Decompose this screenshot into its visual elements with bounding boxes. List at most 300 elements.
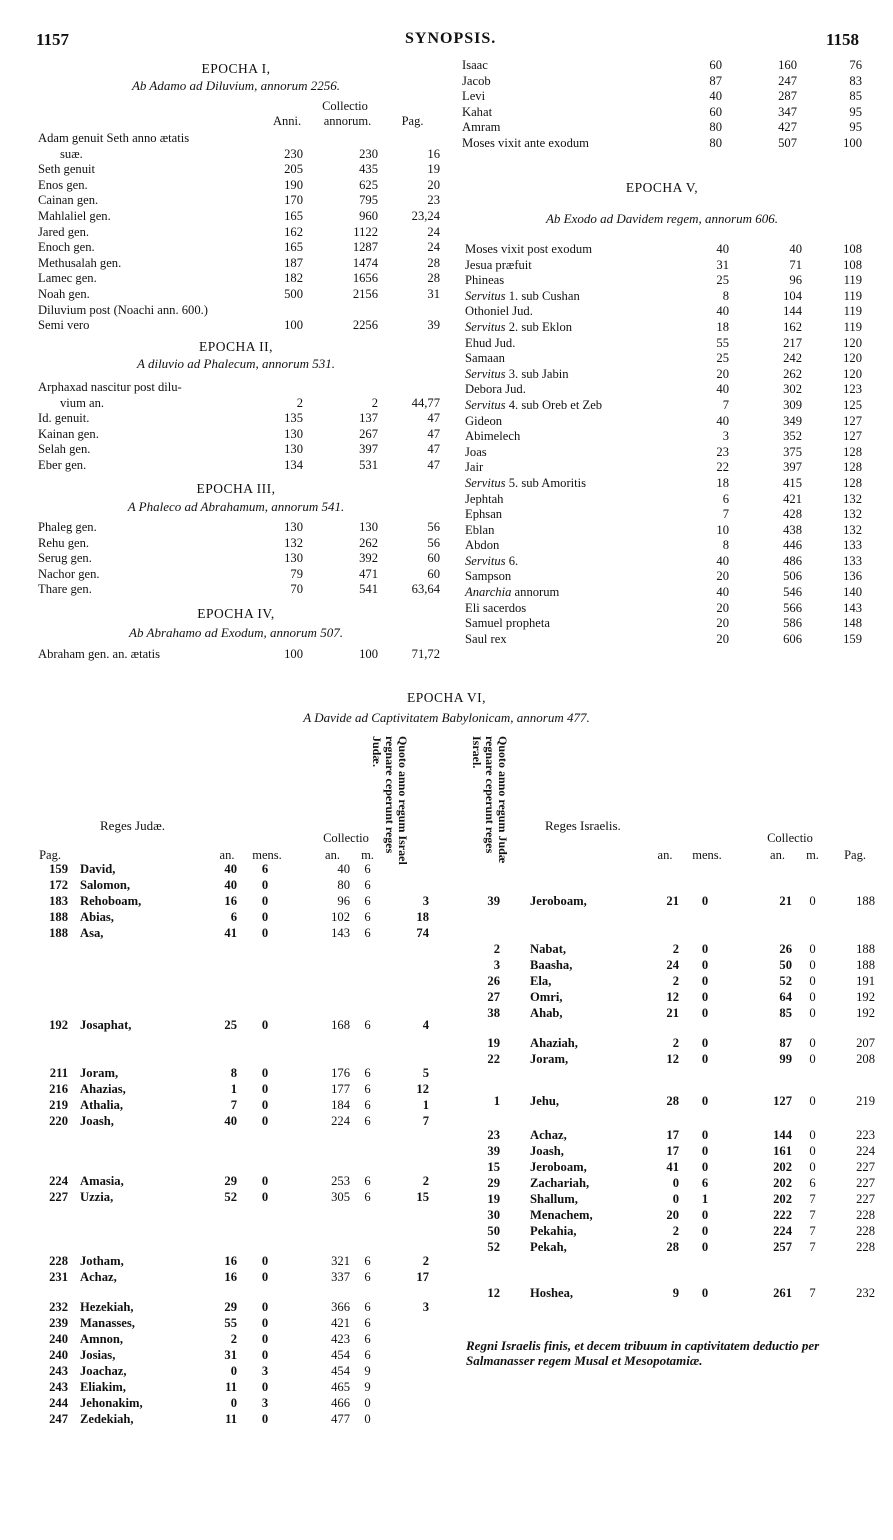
reges-judae-title: Reges Judæ. xyxy=(100,818,165,833)
row-pag: 95 xyxy=(849,120,862,135)
judae-row-name: Jehonakim, xyxy=(80,1396,143,1410)
row-pag: 127 xyxy=(843,413,862,428)
israel-row-name: Joram, xyxy=(530,1052,569,1066)
row-anni: 230 xyxy=(284,146,303,161)
judae-row-mens: 0 xyxy=(261,1066,269,1080)
israel-row-an: 17 xyxy=(666,1144,679,1158)
judae-row-collectio-m: 9 xyxy=(364,1380,371,1394)
israel-row-mens: 0 xyxy=(701,1286,709,1300)
judae-row-quoto: 7 xyxy=(422,1114,429,1128)
judae-row-name: Amnon, xyxy=(80,1332,124,1346)
row-collectio: 352 xyxy=(783,429,802,444)
judae-row-an: 11 xyxy=(225,1380,237,1394)
table-row xyxy=(450,942,893,958)
row-name-text: 6. xyxy=(505,553,519,568)
row-collectio: 2 xyxy=(371,395,378,410)
judae-row-collectio-m: 6 xyxy=(364,1254,371,1268)
row-pag: 136 xyxy=(843,569,862,584)
row-pag: 85 xyxy=(849,89,862,104)
row-pag: 19 xyxy=(427,162,440,177)
row-pag: 76 xyxy=(849,58,862,72)
israel-row-collectio-m: 7 xyxy=(809,1286,816,1300)
epocha-4-title: EPOCHA IV, xyxy=(197,606,275,621)
judae-row-an: 40 xyxy=(224,862,237,876)
row-pag: 143 xyxy=(843,600,862,615)
israel-row-collectio-m: 0 xyxy=(809,958,816,972)
judae-row-quoto: 15 xyxy=(416,1190,429,1204)
judae-row-collectio-m: 0 xyxy=(364,1412,371,1426)
judae-row-mens: 0 xyxy=(261,1270,269,1284)
row-anni: 87 xyxy=(709,73,722,88)
row-name: Gideon xyxy=(465,413,503,428)
row-name: Jared gen. xyxy=(38,224,90,239)
row-collectio: 606 xyxy=(783,631,802,646)
israel-row-collectio-m: 0 xyxy=(809,1052,816,1066)
row-pag: 159 xyxy=(843,631,862,646)
row-anni: 132 xyxy=(284,535,303,550)
judae-row-mens: 0 xyxy=(261,1098,269,1112)
israel-row-an: 24 xyxy=(666,958,679,972)
row-name: suæ. xyxy=(60,146,83,161)
israel-row-an: 41 xyxy=(666,1160,679,1174)
row-name: Seth genuit xyxy=(38,162,96,177)
israel-row-collectio-an: 87 xyxy=(779,1036,792,1050)
judae-row-collectio-m: 6 xyxy=(364,910,371,924)
col-collectio: Collectio xyxy=(322,99,368,113)
row-anni: 60 xyxy=(709,104,722,119)
judae-row-collectio-an: 465 xyxy=(331,1380,350,1394)
row-name: Rehu gen. xyxy=(38,535,90,550)
row-name: Phineas xyxy=(465,273,505,288)
israel-row-mens: 0 xyxy=(701,958,709,972)
judae-row-name: Zedekiah, xyxy=(80,1412,134,1426)
row-name: Noah gen. xyxy=(38,286,90,301)
judae-row-collectio-an: 177 xyxy=(331,1082,350,1096)
row-anni: 20 xyxy=(716,616,729,631)
row-name-italic: Anarchia xyxy=(465,585,512,600)
row-anni: 130 xyxy=(284,520,303,534)
row-anni: 2 xyxy=(296,395,303,410)
row-name: Saul rex xyxy=(465,631,507,646)
row-pag: 47 xyxy=(427,426,440,441)
table-row xyxy=(0,1300,450,1316)
judae-row-pag: 172 xyxy=(49,878,68,892)
row-anni: 80 xyxy=(709,135,722,150)
israel-row-pag: 188 xyxy=(856,958,875,972)
row-pag: 108 xyxy=(843,242,862,256)
israel-row-mens: 0 xyxy=(701,990,709,1004)
israel-row-an: 21 xyxy=(666,894,679,908)
row-anni: 55 xyxy=(716,335,729,350)
row-pag: 119 xyxy=(843,288,862,303)
judae-row-pag: 243 xyxy=(49,1364,68,1378)
israel-row-name: Nabat, xyxy=(530,942,567,956)
row-name: Moses vixit ante exodum xyxy=(462,135,589,150)
judae-row-name: Salomon, xyxy=(80,878,131,892)
row-pag: 60 xyxy=(427,551,440,566)
judae-row-mens: 0 xyxy=(261,1380,269,1394)
row-pag: 20 xyxy=(427,177,440,192)
judae-row-name: Amasia, xyxy=(80,1174,124,1188)
israel-row-pag: 223 xyxy=(856,1128,875,1142)
row-name: Abraham gen. an. ætatis xyxy=(38,647,161,661)
row-name-italic: Servitus xyxy=(465,475,506,490)
israel-row-name: Omri, xyxy=(530,990,563,1004)
row-collectio: 586 xyxy=(783,616,802,631)
israel-row-collectio-m: 0 xyxy=(809,1160,816,1174)
judae-row-name: Abias, xyxy=(80,910,114,924)
israel-row-collectio-an: 261 xyxy=(773,1286,792,1300)
row-anni: 25 xyxy=(716,273,729,288)
judae-row-collectio-m: 6 xyxy=(364,862,371,876)
row-anni: 18 xyxy=(716,475,729,490)
row-pag: 23,24 xyxy=(411,208,440,223)
row-pag: 120 xyxy=(843,351,862,366)
israel-row-mens: 6 xyxy=(701,1176,709,1190)
israel-row-pag: 191 xyxy=(856,974,875,988)
row-collectio: 541 xyxy=(359,582,378,597)
israel-row-an: 12 xyxy=(666,990,679,1004)
judae-row-collectio-m: 6 xyxy=(364,1332,371,1346)
israel-row-pag: 228 xyxy=(856,1208,875,1222)
row-collectio: 397 xyxy=(783,460,802,475)
row-collectio: 446 xyxy=(783,538,802,553)
row-anni: 170 xyxy=(284,193,303,208)
table-row xyxy=(450,1094,893,1110)
israel-row-an: 0 xyxy=(672,1192,679,1206)
epocha-5-subtitle: Ab Exodo ad Davidem regem, annorum 606. xyxy=(545,211,779,226)
israel-row-pag: 188 xyxy=(856,942,875,956)
row-name: Joas xyxy=(465,444,487,459)
judae-row-mens: 0 xyxy=(261,1300,269,1314)
judae-row-name: Achaz, xyxy=(80,1270,117,1284)
judae-row-an: 7 xyxy=(230,1098,237,1112)
row-anni: 20 xyxy=(716,366,729,381)
judae-row-collectio-m: 0 xyxy=(364,1396,371,1410)
israel-row-collectio-m: 7 xyxy=(809,1240,816,1254)
epocha-3-subtitle: A Phaleco ad Abrahamum, annorum 541. xyxy=(127,499,345,514)
israel-row-collectio-m: 0 xyxy=(809,974,816,988)
table-row xyxy=(0,1254,450,1270)
row-anni: 70 xyxy=(290,582,303,597)
row-name: Jair xyxy=(465,460,484,475)
epocha-6-title: EPOCHA VI, xyxy=(406,690,486,705)
col-anni: Anni. xyxy=(272,114,302,128)
israel-row-collectio-m: 0 xyxy=(809,894,816,908)
row-collectio: 1474 xyxy=(352,255,378,270)
israel-row-pag: 232 xyxy=(856,1286,875,1300)
table-row xyxy=(450,990,893,1006)
israel-row-quoto: 2 xyxy=(493,942,500,956)
israel-row-pag: 192 xyxy=(856,1006,875,1020)
row-collectio: 267 xyxy=(359,426,378,441)
judae-row-collectio-an: 421 xyxy=(331,1316,350,1330)
judae-row-name: Uzzia, xyxy=(80,1190,114,1204)
judae-row-collectio-m: 6 xyxy=(364,1018,371,1032)
table-row xyxy=(0,878,450,894)
judae-row-quoto: 3 xyxy=(422,1300,429,1314)
row-collectio: 309 xyxy=(783,397,802,412)
israel-row-name: Pekah, xyxy=(530,1240,567,1254)
table-row xyxy=(0,1380,450,1396)
row-pag: 108 xyxy=(843,257,862,272)
table-row xyxy=(0,1174,450,1190)
row-collectio: 262 xyxy=(783,366,802,381)
judae-row-pag: 232 xyxy=(49,1300,68,1314)
row-pag: 100 xyxy=(843,135,862,150)
row-name-italic: Servitus xyxy=(465,319,506,334)
israel-row-name: Jeroboam, xyxy=(530,1160,587,1174)
israel-row-pag: 227 xyxy=(856,1176,875,1190)
col-pag: Pag. xyxy=(401,114,424,128)
row-pag: 56 xyxy=(427,520,440,534)
table-row xyxy=(450,1036,893,1052)
israel-row-an: 2 xyxy=(672,942,679,956)
row-anni: 20 xyxy=(716,631,729,646)
table-row xyxy=(450,1176,893,1192)
israel-row-collectio-an: 257 xyxy=(773,1240,792,1254)
judae-row-an: 40 xyxy=(224,1114,237,1128)
judae-row-pag: 240 xyxy=(49,1348,68,1362)
israel-row-an: 20 xyxy=(666,1208,679,1222)
israel-row-pag: 227 xyxy=(856,1192,875,1206)
judae-row-name: Josaphat, xyxy=(80,1018,132,1032)
judae-row-collectio-an: 454 xyxy=(331,1348,350,1362)
row-name: Nachor gen. xyxy=(38,566,100,581)
israel-row-collectio-m: 7 xyxy=(809,1192,816,1206)
row-name: Samaan xyxy=(465,351,505,366)
israel-row-pag: 208 xyxy=(856,1052,875,1066)
judae-row-an: 29 xyxy=(224,1174,237,1188)
judae-row-name: Eliakim, xyxy=(80,1380,126,1394)
judae-row-pag: 192 xyxy=(49,1018,68,1032)
judae-row-collectio-an: 466 xyxy=(331,1396,350,1410)
judae-row-pag: 188 xyxy=(49,926,68,940)
row-collectio: 242 xyxy=(783,351,802,366)
judae-row-pag: 227 xyxy=(49,1190,68,1204)
table-row xyxy=(0,1190,450,1206)
judae-row-mens: 3 xyxy=(261,1396,269,1410)
row-name-text: 3. sub Jabin xyxy=(505,366,569,381)
judae-row-mens: 0 xyxy=(261,1114,269,1128)
judae-row-collectio-an: 184 xyxy=(331,1098,350,1112)
row-collectio: 302 xyxy=(783,382,802,397)
row-name: Enos gen. xyxy=(38,177,88,192)
row-name: Jacob xyxy=(462,73,491,88)
israel-row-pag: 228 xyxy=(856,1224,875,1238)
judae-row-an: 55 xyxy=(224,1316,237,1330)
row-collectio: 130 xyxy=(359,520,378,534)
judae-row-quoto: 3 xyxy=(422,894,429,908)
row-anni: 40 xyxy=(716,413,729,428)
judae-row-an: 8 xyxy=(230,1066,237,1080)
judae-row-name: Ahazias, xyxy=(80,1082,126,1096)
row-anni: 40 xyxy=(716,242,729,256)
israel-row-mens: 0 xyxy=(701,1160,709,1174)
col-annorum: annorum. xyxy=(323,114,372,128)
israel-row-collectio-an: 99 xyxy=(779,1052,792,1066)
judae-row-collectio-m: 6 xyxy=(364,878,371,892)
judae-row-pag: 220 xyxy=(49,1114,68,1128)
judae-row-collectio-an: 40 xyxy=(337,862,350,876)
judae-row-pag: 188 xyxy=(49,910,68,924)
table-row xyxy=(450,1006,893,1022)
row-collectio: 960 xyxy=(359,208,378,223)
judae-row-an: 16 xyxy=(224,1254,237,1268)
israel-row-name: Ahab, xyxy=(530,1006,563,1020)
row-anni: 130 xyxy=(284,426,303,441)
table-row xyxy=(450,1286,893,1302)
israel-row-quoto: 29 xyxy=(487,1176,500,1190)
epocha-2-subtitle: A diluvio ad Phalecum, annorum 531. xyxy=(137,356,335,371)
israel-row-an: 2 xyxy=(672,1224,679,1238)
row-name: Serug gen. xyxy=(38,551,92,566)
row-collectio: 625 xyxy=(359,177,378,192)
table-row xyxy=(0,910,450,926)
israel-row-collectio-m: 0 xyxy=(809,1128,816,1142)
israel-row-an: 2 xyxy=(672,1036,679,1050)
judae-row-quoto: 4 xyxy=(422,1018,429,1032)
israel-row-an: 17 xyxy=(666,1128,679,1142)
row-pag: 128 xyxy=(843,444,862,459)
judae-row-pag: 243 xyxy=(49,1380,68,1394)
israel-row-collectio-m: 0 xyxy=(809,1094,816,1108)
israel-row-collectio-an: 64 xyxy=(779,990,792,1004)
judae-row-collectio-an: 305 xyxy=(331,1190,350,1204)
row-pag: 123 xyxy=(843,382,862,397)
israel-row-quoto: 50 xyxy=(487,1224,500,1238)
row-name: Lamec gen. xyxy=(38,271,97,286)
row-name: Kainan gen. xyxy=(38,426,99,441)
judae-row-mens: 0 xyxy=(261,894,269,908)
israel-row-collectio-m: 0 xyxy=(809,1036,816,1050)
row-anni: 3 xyxy=(722,429,729,444)
judae-row-pag: 240 xyxy=(49,1332,68,1346)
row-collectio: 137 xyxy=(359,411,378,426)
judae-row-collectio-an: 224 xyxy=(331,1114,350,1128)
row-pag: 119 xyxy=(843,273,862,288)
israel-row-collectio-an: 222 xyxy=(773,1208,792,1222)
row-pag: 119 xyxy=(843,304,862,319)
row-collectio: 96 xyxy=(789,273,802,288)
judae-row-name: Rehoboam, xyxy=(80,894,142,908)
table-row xyxy=(450,1128,893,1144)
israel-row-collectio-an: 161 xyxy=(773,1144,792,1158)
judae-row-quoto: 2 xyxy=(422,1174,429,1188)
row-pag: 83 xyxy=(849,73,862,88)
israel-row-quoto: 1 xyxy=(493,1094,500,1108)
judae-row-an: 31 xyxy=(224,1348,237,1362)
israel-row-name: Zachariah, xyxy=(530,1176,590,1190)
judae-row-pag: 216 xyxy=(49,1082,68,1096)
judae-row-collectio-m: 6 xyxy=(364,1316,371,1330)
judae-row-name: Josias, xyxy=(80,1348,116,1362)
row-anni: 60 xyxy=(709,58,722,72)
judae-row-collectio-an: 102 xyxy=(331,910,350,924)
judae-row-collectio-an: 366 xyxy=(331,1300,350,1314)
israel-row-pag: 219 xyxy=(856,1094,875,1108)
judae-row-mens: 3 xyxy=(261,1364,269,1378)
judae-row-collectio-m: 6 xyxy=(364,926,371,940)
row-name: vium an. xyxy=(60,395,105,410)
row-name: Semi vero xyxy=(38,318,90,333)
row-anni: 40 xyxy=(716,382,729,397)
israel-row-collectio-an: 21 xyxy=(779,894,792,908)
table-row xyxy=(450,974,893,990)
running-title: SYNOPSIS. xyxy=(405,30,497,47)
row-name: Thare gen. xyxy=(38,582,92,597)
judae-row-name: Joram, xyxy=(80,1066,119,1080)
judae-row-mens: 0 xyxy=(261,910,269,924)
israel-row-mens: 0 xyxy=(701,974,709,988)
judae-row-an: 6 xyxy=(230,910,237,924)
israel-row-quoto: 26 xyxy=(487,974,500,988)
row-pag: 24 xyxy=(427,224,440,239)
row-anni: 25 xyxy=(716,351,729,366)
row-anni: 100 xyxy=(284,647,303,661)
judae-row-collectio-m: 6 xyxy=(364,1066,371,1080)
row-name: Abdon xyxy=(465,538,500,553)
row-pag: 47 xyxy=(427,457,440,472)
row-collectio: 421 xyxy=(783,491,802,506)
row-collectio: 71 xyxy=(789,257,802,272)
row-anni: 130 xyxy=(284,442,303,457)
row-collectio: 375 xyxy=(783,444,802,459)
row-anni: 10 xyxy=(716,522,729,537)
row-collectio: 162 xyxy=(783,319,802,334)
captivity-note: Regni Israelis finis, et decem tribuum in captivitatem deductio per Salmanasser regem Musal et Mesopotamiæ. xyxy=(466,1338,820,1368)
row-pag: 120 xyxy=(843,335,862,350)
row-collectio: 40 xyxy=(789,242,802,256)
judae-row-mens: 0 xyxy=(261,1332,269,1346)
table-row xyxy=(450,1208,893,1224)
judae-row-an: 16 xyxy=(224,1270,237,1284)
israel-row-collectio-m: 0 xyxy=(809,990,816,1004)
row-name: Selah gen. xyxy=(38,442,91,457)
row-collectio: 349 xyxy=(783,413,802,428)
judae-row-an: 0 xyxy=(230,1364,237,1378)
row-collectio: 1122 xyxy=(353,224,378,239)
row-name-italic: Servitus xyxy=(465,288,506,303)
judae-row-mens: 0 xyxy=(261,878,269,892)
row-pag: 132 xyxy=(843,522,862,537)
row-anni: 18 xyxy=(716,319,729,334)
row-pag: 31 xyxy=(427,286,440,301)
table-row xyxy=(0,1098,450,1114)
israel-row-mens: 1 xyxy=(701,1192,709,1206)
israel-row-collectio-m: 0 xyxy=(809,1144,816,1158)
row-pag: 120 xyxy=(843,366,862,381)
row-name: Enoch gen. xyxy=(38,240,95,255)
israel-row-collectio-an: 202 xyxy=(773,1192,792,1206)
row-collectio: 435 xyxy=(359,162,378,177)
judae-row-quoto: 12 xyxy=(416,1082,429,1096)
israel-col-collectio: Collectio xyxy=(767,831,813,845)
table-row xyxy=(0,1348,450,1364)
judae-row-collectio-m: 6 xyxy=(364,1348,371,1362)
row-name: Levi xyxy=(462,89,486,104)
israel-row-name: Achaz, xyxy=(530,1128,567,1142)
judae-row-collectio-m: 6 xyxy=(364,1190,371,1204)
israel-row-pag: 188 xyxy=(856,894,875,908)
judae-col-an: an. xyxy=(219,848,235,862)
judae-row-collectio-an: 253 xyxy=(331,1174,350,1188)
row-name: Ehud Jud. xyxy=(465,335,516,350)
judae-row-collectio-m: 9 xyxy=(364,1364,371,1378)
row-name: Mahlaliel gen. xyxy=(38,208,111,223)
israel-row-name: Jehu, xyxy=(530,1094,560,1108)
row-collectio: 566 xyxy=(783,600,802,615)
